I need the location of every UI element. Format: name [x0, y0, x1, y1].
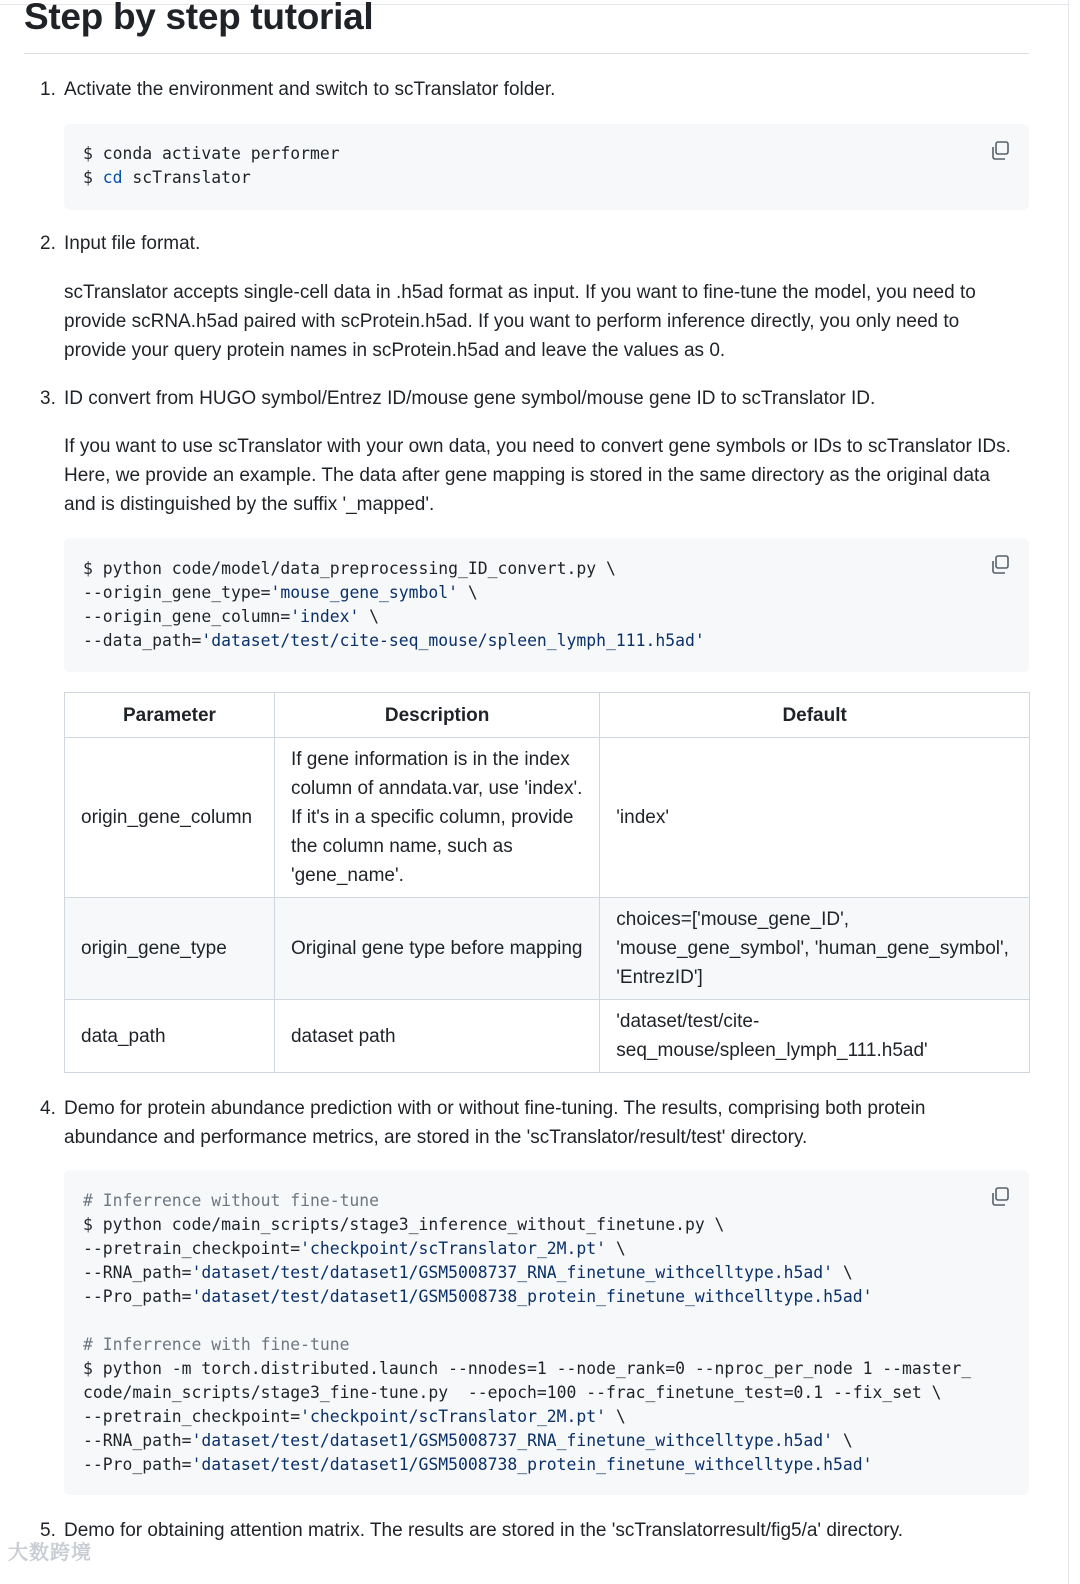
- description-cell: dataset path: [274, 1000, 599, 1073]
- code-flag: --Pro_path=: [83, 1455, 192, 1474]
- step-text: ID convert from HUGO symbol/Entrez ID/mouse gene symbol/mouse gene ID to scTranslator ID.: [64, 388, 876, 409]
- right-divider: [1068, 0, 1069, 1584]
- description-cell: If gene information is in the index column of anndata.var, use 'index'. If it's in a specific column, provide the column name, such as 'gene_name'.: [274, 738, 599, 898]
- code-flag: --data_path=: [83, 631, 202, 650]
- parameter-table: [64, 692, 1030, 1073]
- code-content: [83, 1189, 971, 1477]
- param-cell: origin_gene_type: [65, 898, 275, 1000]
- code-content: [83, 557, 705, 653]
- step-1: [40, 75, 555, 104]
- table-row: [65, 898, 1030, 1000]
- code-content: [83, 142, 340, 190]
- step-3: [40, 384, 875, 413]
- code-flag: --Pro_path=: [83, 1287, 192, 1306]
- step-3-paragraph: If you want to use scTranslator with your own data, you need to convert gene symbols or IDs to scTranslator IDs. Here, we provide an example. The data after gene mapping is stored in the same directory as the original data and is distinguished by the suffix '_mapped'.: [64, 436, 1011, 515]
- code-flag: --origin_gene_type=: [83, 583, 271, 602]
- code-string: 'dataset/test/cite-seq_mouse/spleen_lymph_111.h5ad': [201, 631, 705, 650]
- code-string: 'checkpoint/scTranslator_2M.pt': [300, 1407, 607, 1426]
- step-text: Demo for obtaining attention matrix. The results are stored in the 'scTranslatorresult/fig5/a' directory.: [64, 1520, 904, 1541]
- code-line: $ python code/main_scripts/stage3_inference_without_finetune.py \: [83, 1215, 725, 1234]
- code-flag: --pretrain_checkpoint=: [83, 1407, 301, 1426]
- table-header-row: [65, 693, 1030, 738]
- step-text: Activate the environment and switch to scTranslator folder.: [64, 79, 556, 100]
- default-cell: choices=['mouse_gene_ID', 'mouse_gene_symbol', 'human_gene_symbol', 'EntrezID']: [600, 898, 1030, 1000]
- copy-icon[interactable]: [989, 1186, 1011, 1208]
- table-row: [65, 738, 1030, 898]
- step-number: 2.: [40, 233, 56, 254]
- code-flag: --RNA_path=: [83, 1263, 192, 1282]
- code-comment: # Inferrence without fine-tune: [83, 1191, 380, 1210]
- step-text: Demo for protein abundance prediction with or without fine-tuning. The results, comprising both protein abundance and performance metrics, are stored in the 'scTranslator/result/test' directory.: [64, 1098, 926, 1148]
- code-flag: --pretrain_checkpoint=: [83, 1239, 301, 1258]
- description-cell: Original gene type before mapping: [274, 898, 599, 1000]
- step-2: [40, 229, 200, 258]
- column-header: Default: [600, 693, 1030, 738]
- step-4: [40, 1094, 1000, 1152]
- step-number: 1.: [40, 79, 56, 100]
- code-line: $ conda activate performer: [83, 144, 340, 163]
- code-line: $ python -m torch.distributed.launch --nnodes=1 --node_rank=0 --nproc_per_node 1 --master_: [83, 1359, 972, 1378]
- code-block-3: [64, 1170, 1029, 1495]
- title-divider: [24, 53, 1029, 54]
- step-5: [40, 1516, 903, 1545]
- code-flag: --RNA_path=: [83, 1431, 192, 1450]
- code-flag: --origin_gene_column=: [83, 607, 291, 626]
- column-header: Parameter: [65, 693, 275, 738]
- table-row: [65, 1000, 1030, 1073]
- step-number: 4.: [40, 1098, 56, 1119]
- code-string: 'mouse_gene_symbol': [270, 583, 458, 602]
- code-continuation: \: [458, 583, 478, 602]
- code-comment: # Inferrence with fine-tune: [83, 1335, 350, 1354]
- code-arg: scTranslator: [122, 168, 251, 187]
- code-continuation: \: [359, 607, 380, 626]
- code-block-1: [64, 124, 1029, 210]
- step-text: Input file format.: [64, 233, 201, 254]
- code-block-2: [64, 538, 1029, 672]
- code-prompt: $: [83, 168, 103, 187]
- watermark: 大数跨境: [8, 1542, 92, 1564]
- default-cell: 'index': [600, 738, 1030, 898]
- code-continuation: \: [606, 1407, 626, 1426]
- code-line: $ python code/model/data_preprocessing_ID_convert.py \: [83, 559, 616, 578]
- code-string: 'dataset/test/dataset1/GSM5008737_RNA_finetune_withcelltype.h5ad': [191, 1263, 833, 1282]
- code-string: 'dataset/test/dataset1/GSM5008738_protein_finetune_withcelltype.h5ad': [191, 1287, 873, 1306]
- code-string: 'checkpoint/scTranslator_2M.pt': [300, 1239, 607, 1258]
- code-string: 'index': [290, 607, 360, 626]
- code-continuation: \: [832, 1263, 853, 1282]
- code-line: code/main_scripts/stage3_fine-tune.py --epoch=100 --frac_finetune_test=0.1 --fix_set \: [83, 1383, 942, 1402]
- param-cell: origin_gene_column: [65, 738, 275, 898]
- code-continuation: \: [606, 1239, 626, 1258]
- page-title: Step by step tutorial: [24, 0, 374, 37]
- column-header: Description: [274, 693, 599, 738]
- copy-icon[interactable]: [989, 554, 1011, 576]
- step-number: 5.: [40, 1520, 56, 1541]
- copy-icon[interactable]: [989, 140, 1011, 162]
- code-continuation: \: [832, 1431, 853, 1450]
- param-cell: data_path: [65, 1000, 275, 1073]
- step-number: 3.: [40, 388, 56, 409]
- code-string: 'dataset/test/dataset1/GSM5008737_RNA_finetune_withcelltype.h5ad': [191, 1431, 833, 1450]
- code-string: 'dataset/test/dataset1/GSM5008738_protein_finetune_withcelltype.h5ad': [191, 1455, 873, 1474]
- default-cell: 'dataset/test/cite-seq_mouse/spleen_lymph_111.h5ad': [600, 1000, 1030, 1073]
- code-keyword: cd: [102, 168, 123, 187]
- step-2-paragraph: scTranslator accepts single-cell data in .h5ad format as input. If you want to fine-tune the model, you need to provide scRNA.h5ad paired with scProtein.h5ad. If you want to perform inference directly, you only need to provide your query protein names in scProtein.h5ad and leave the values as 0.: [64, 282, 976, 361]
